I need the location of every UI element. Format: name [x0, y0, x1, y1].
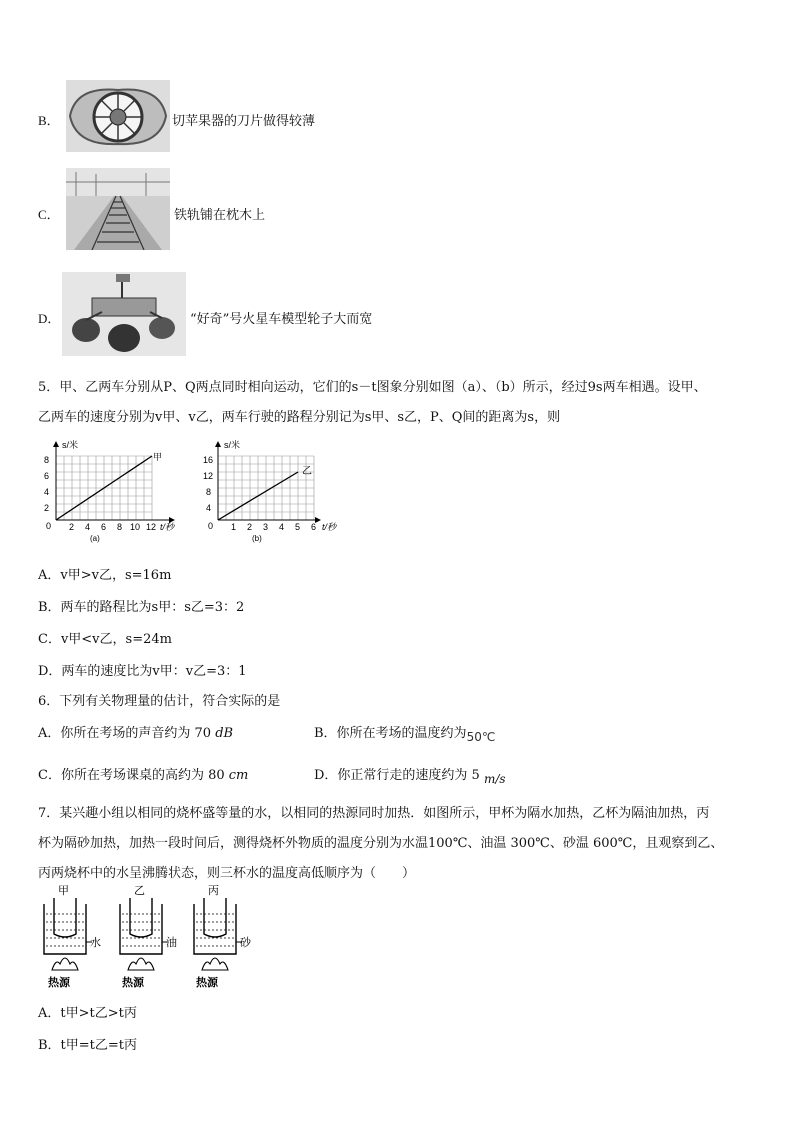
q6-option-b-text: B．你所在考场的温度约为: [314, 726, 467, 741]
graph-b-xtick: 2: [247, 522, 253, 532]
graph-b-xtick: 0: [208, 521, 214, 531]
graph-a: [36, 438, 186, 546]
graph-a-xtick: 6: [101, 522, 107, 532]
outer-container: [194, 904, 236, 954]
option-b-letter: B．: [38, 113, 60, 128]
option-d-text: “好奇”号火星车模型轮子大而宽: [190, 312, 373, 327]
q5-stem-line1: 5．甲、乙两车分别从P、Q两点同时相向运动，它们的s－t图象分别如图（a）、（b）所示，经过9s两车相遇。设甲、: [38, 380, 707, 395]
inner-beaker: [130, 898, 152, 937]
q6-option-c: [38, 764, 248, 783]
flame-icon: [128, 958, 154, 970]
q5-option-a: A．v甲>v乙，s=16m: [38, 568, 172, 583]
inner-beaker: [204, 898, 226, 937]
heat-source-label: 热源: [48, 977, 70, 989]
beaker-medium-oil: 油: [166, 937, 177, 949]
heat-source-label: 热源: [122, 977, 144, 989]
outer-container: [44, 904, 86, 954]
graph-b-series-label: 乙: [302, 466, 312, 477]
q6-option-d: [314, 764, 506, 786]
beaker-label-yi: 乙: [134, 885, 145, 897]
graph-a-ytick: 2: [44, 503, 50, 513]
q7-stem-line3: 丙两烧杯中的水呈沸腾状态，则三杯水的温度高低顺序为（ ）: [38, 866, 416, 881]
q6-option-b: [314, 722, 496, 744]
inner-beaker: [54, 898, 76, 937]
heat-source-label: 热源: [196, 977, 218, 989]
option-b-text: 切苹果器的刀片做得较薄: [172, 114, 316, 129]
q6-option-d-unit: m/s: [483, 772, 506, 786]
q6-option-a: [38, 722, 233, 741]
graph-b-ytick: 12: [203, 471, 214, 481]
apple-cutter-image: [66, 80, 170, 152]
graph-b-caption: (b): [252, 534, 262, 543]
q6-option-a-unit: dB: [215, 726, 234, 741]
graph-a-xtick: 4: [85, 522, 91, 532]
graph-a-xtick: 2: [69, 522, 75, 532]
graph-b-xtick: 5: [295, 522, 301, 532]
graph-b-xtick: 6: [311, 522, 317, 532]
q6-option-a-text: A．你所在考场的声音约为 70: [38, 726, 216, 741]
graph-a-xtick: 0: [46, 521, 52, 531]
graph-b-ytick: 4: [206, 503, 212, 513]
graph-a-series-label: 甲: [153, 452, 163, 462]
option-d-letter: D．: [38, 311, 61, 326]
graph-b-xtick: 3: [263, 522, 269, 532]
graph-a-xtick: 8: [117, 522, 123, 532]
q5-option-c: C．v甲<v乙，s=24m: [38, 632, 172, 647]
beaker-medium-water: 水: [90, 937, 101, 949]
q6-option-d-text: D．你正常行走的速度约为 5: [314, 768, 484, 783]
q6-stem: 6．下列有关物理量的估计，符合实际的是: [38, 694, 281, 709]
q5-stem-line2: 乙两车的速度分别为v甲、v乙，两车行驶的路程分别记为s甲、s乙，P、Q间的距离为s，则: [38, 410, 561, 425]
outer-container: [120, 904, 162, 954]
graph-a-ytick: 8: [44, 455, 50, 465]
graph-a-xlabel: t/秒: [160, 522, 175, 532]
q5-option-d: D．两车的速度比为v甲：v乙=3：1: [38, 664, 247, 679]
flame-icon: [52, 958, 78, 970]
graph-a-ytick: 4: [44, 487, 50, 497]
q7-stem-line1: 7．某兴趣小组以相同的烧杯盛等量的水，以相同的热源同时加热．如图所示，甲杯为隔水加热，乙杯为隔油加热，丙: [38, 806, 710, 821]
q5-option-b: B．两车的路程比为s甲：s乙=3：2: [38, 600, 245, 615]
graph-b: [198, 438, 348, 546]
beaker-label-bing: 丙: [208, 885, 219, 897]
graph-a-caption: (a): [90, 534, 100, 543]
option-c-text: 铁轨铺在枕木上: [174, 208, 266, 223]
graph-a-xtick: 12: [146, 522, 157, 532]
railway-image: [66, 168, 170, 250]
graph-b-xlabel: t/秒: [322, 522, 337, 532]
mars-rover-image: [62, 272, 186, 356]
graph-b-xtick: 4: [279, 522, 285, 532]
q7-stem-line2: 杯为隔砂加热，加热一段时间后，测得烧杯外物质的温度分别为水温100℃、油温 300℃、砂温 600℃，且观察到乙、: [38, 836, 724, 851]
q6-option-b-unit: 50℃: [466, 730, 496, 744]
q6-option-c-unit: cm: [228, 768, 249, 783]
beaker-label-jia: 甲: [58, 885, 69, 897]
graph-a-ylabel: s/米: [62, 440, 79, 450]
option-c-letter: C．: [38, 207, 60, 222]
graph-a-ytick: 6: [44, 471, 50, 481]
q6-option-c-text: C．你所在考场课桌的高约为 80: [38, 768, 229, 783]
graph-a-xtick: 10: [130, 522, 141, 532]
graph-b-xtick: 1: [231, 522, 237, 532]
graph-b-ytick: 16: [203, 455, 214, 465]
beaker-medium-sand: 砂: [240, 937, 251, 949]
q7-option-a: A．t甲>t乙>t丙: [38, 1006, 137, 1021]
q7-option-b: B．t甲=t乙=t丙: [38, 1038, 138, 1053]
flame-icon: [202, 958, 228, 970]
graph-b-ytick: 8: [206, 487, 212, 497]
beaker-diagram: [38, 884, 268, 992]
graph-b-ylabel: s/米: [224, 440, 241, 450]
